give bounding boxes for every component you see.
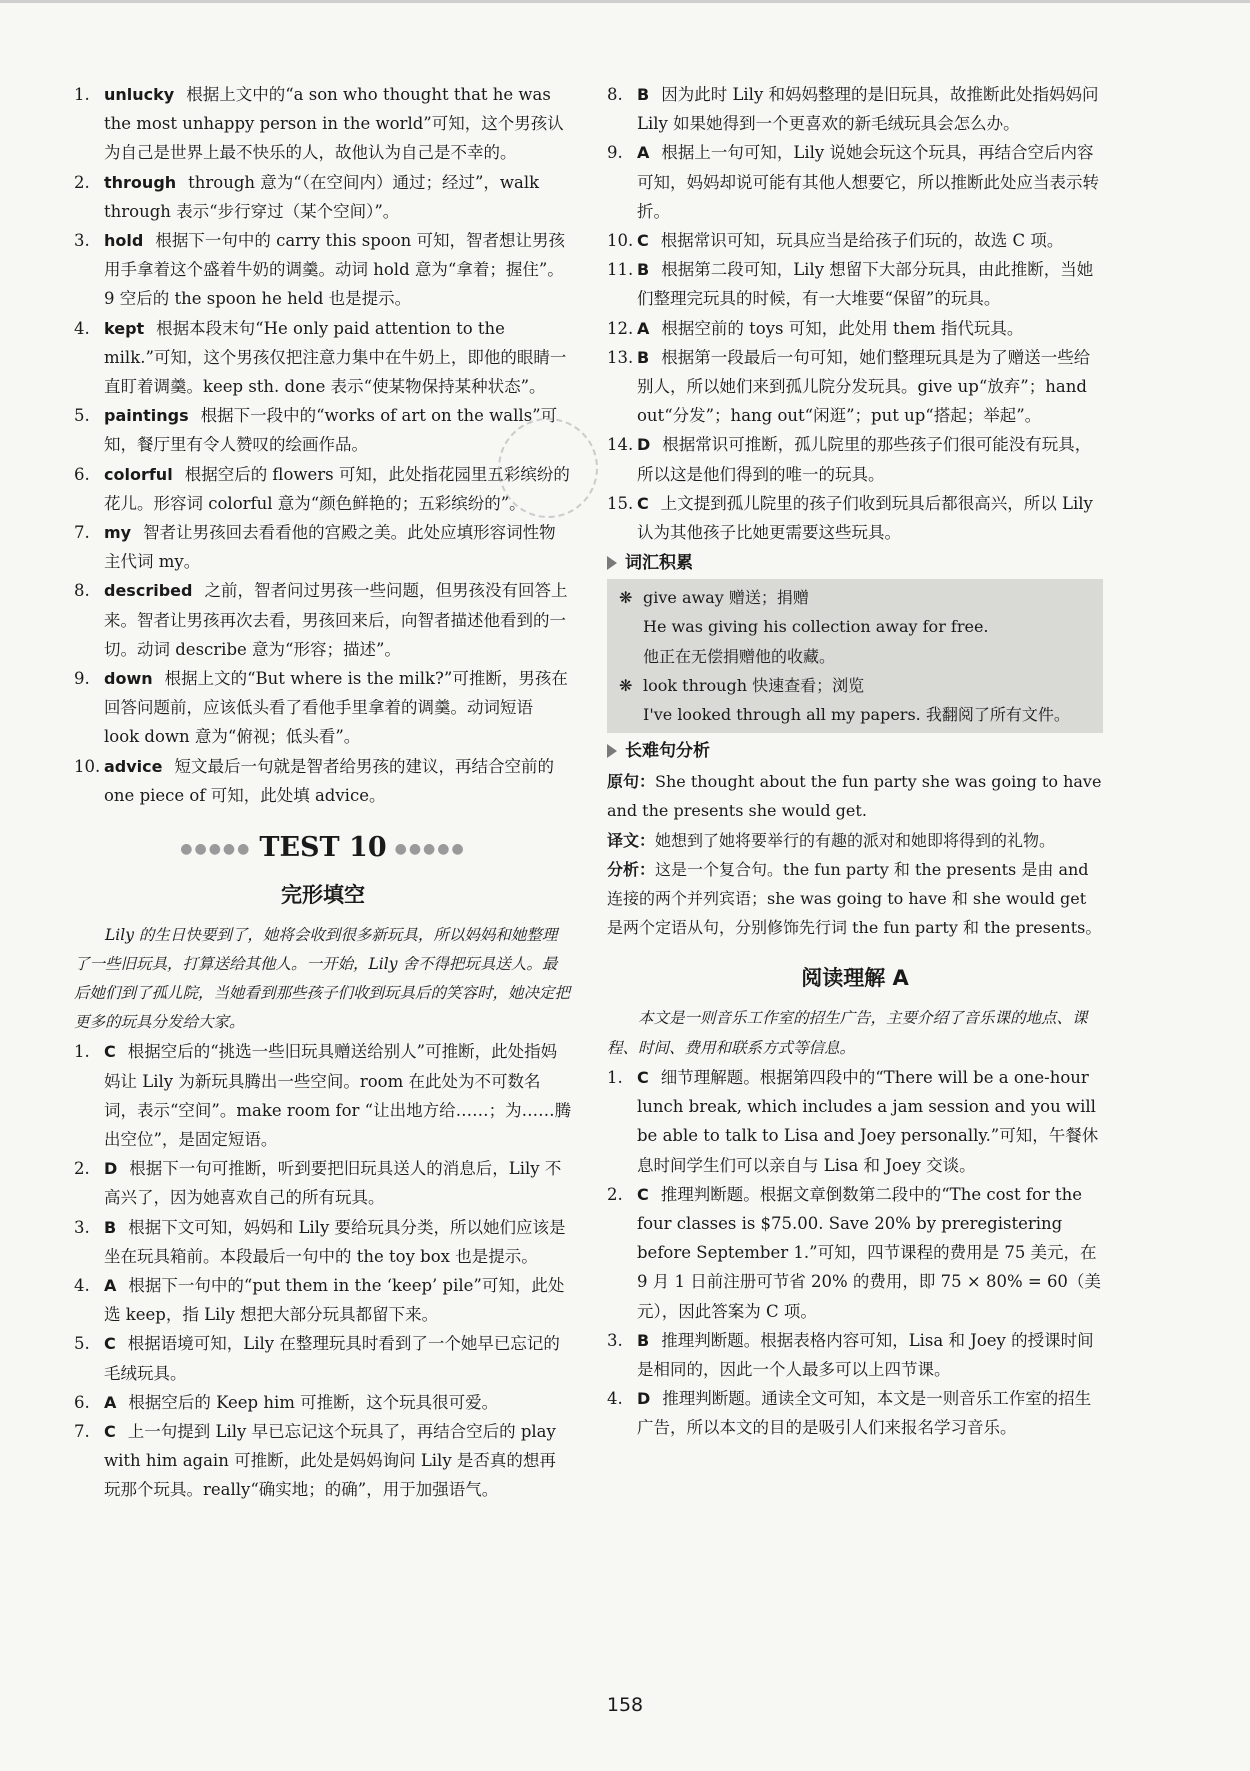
item-number: 2. — [74, 172, 90, 192]
vocab-line-text: I've looked through all my papers. 我翻阅了所有文件。 — [643, 705, 1070, 725]
item-number: 1. — [607, 1067, 623, 1087]
answer-item — [74, 576, 572, 664]
triangle-icon — [607, 744, 617, 758]
item-explanation: 根据下一句可推断，听到要把旧玩具送人的消息后，Lily 不高兴了，因为她喜欢自己的所有玩具。 — [104, 1159, 562, 1208]
item-explanation: 根据空后的 Keep him 可推断，这个玩具很可爱。 — [128, 1392, 499, 1412]
analysis-label: 译文： — [607, 830, 656, 850]
answer-list-continued — [607, 80, 1103, 547]
item-explanation: 上文提到孤儿院里的孩子们收到玩具后都很高兴，所以 Lily 认为其他孩子比她更需要这些玩具。 — [637, 493, 1093, 543]
item-number: 10. — [74, 756, 101, 776]
item-number: 8. — [607, 85, 623, 104]
item-explanation: 根据上文中的“a son who thought that he was the most unhappy person in the world”可知，这个男孩认为自己是世界上最不快乐的人，故他认为自己是不幸的。 — [104, 85, 564, 163]
answer-item — [74, 401, 572, 459]
item-explanation: 推理判断题。根据表格内容可知，Lisa 和 Joey 的授课时间是相同的，因此一个人最多可以上四节课。 — [637, 1330, 1094, 1379]
item-answer: B — [637, 1330, 650, 1350]
passage-summary: Lily 的生日快要到了，她将会收到很多新玩具，所以妈妈和她整理了一些旧玩具，打算送给其他人。一开始，Lily 舍不得把玩具送人。最后她们到了孤儿院，当她看到那些孩子们收到玩具后的笑容时，她决定把更多的玩具分发给大家。 — [74, 925, 571, 1032]
item-number: 7. — [74, 1422, 90, 1442]
answer-item — [74, 1154, 572, 1212]
answer-item — [74, 226, 572, 314]
analysis-text: She thought about the fun party she was going to have and the presents she would get. — [607, 772, 1102, 821]
vocab-example — [617, 642, 1091, 671]
item-number: 14. — [607, 435, 634, 455]
decorative-dots-left: ●●●●● — [180, 840, 252, 857]
answer-item — [607, 1180, 1103, 1326]
item-explanation: 因为此时 Lily 和妈妈整理的是旧玩具，故推断此处指妈妈问 Lily 如果她得到一个更喜欢的新毛绒玩具会怎么办。 — [637, 85, 1099, 134]
answer-item — [607, 1326, 1103, 1384]
item-explanation: 根据常识可推断，孤儿院里的那些孩子们很可能没有玩具，所以这是他们得到的唯一的玩具。 — [637, 435, 1092, 484]
item-explanation: 根据常识可知，玩具应当是给孩子们玩的，故选 C 项。 — [660, 231, 1064, 251]
item-answer: B — [104, 1217, 117, 1237]
answer-item — [74, 80, 572, 168]
item-number: 13. — [607, 347, 634, 367]
sentence-heading-text: 长难句分析 — [625, 741, 710, 762]
answer-item — [607, 1063, 1103, 1180]
answer-item — [607, 489, 1103, 547]
reading-answer-list — [607, 1063, 1103, 1443]
item-number: 12. — [607, 318, 634, 338]
item-explanation: 细节理解题。根据第四段中的“There will be a one-hour lunch break, which includes a jam session and you will be able to talk to Lisa and Joey personally.”可知，午餐休息时间学生们可以亲自与 Lisa 和 Joey 交谈。 — [637, 1067, 1099, 1175]
analysis-paragraph — [607, 767, 1103, 825]
answer-item — [74, 1417, 572, 1505]
item-number: 4. — [74, 1276, 90, 1296]
vocab-box — [607, 579, 1103, 733]
item-explanation: 推理判断题。通读全文可知，本文是一则音乐工作室的招生广告，所以本文的目的是吸引人们来报名学习音乐。 — [637, 1389, 1092, 1438]
answer-item — [74, 664, 572, 752]
item-answer: B — [637, 85, 650, 104]
answer-item — [74, 1329, 572, 1387]
vocab-entry — [617, 671, 1091, 700]
answer-item — [607, 1384, 1103, 1442]
item-explanation: 短文最后一句就是智者给男孩的建议，再结合空前的 one piece of 可知，此处填 advice。 — [104, 756, 554, 805]
analysis-paragraph — [607, 826, 1103, 855]
item-explanation: 根据空后的 flowers 可知，此处指花园里五彩缤纷的花儿。形容词 colorful 意为“颜色鲜艳的；五彩缤纷的”。 — [104, 464, 570, 513]
item-answer: C — [637, 1184, 649, 1204]
item-answer: A — [104, 1392, 117, 1412]
item-answer: D — [637, 435, 651, 455]
item-explanation: 根据空后的“挑选一些旧玩具赠送给别人”可推断，此处指妈妈让 Lily 为新玩具腾出一些空间。room 在此处为不可数名词，表示“空间”。make room for “让出地方给……；为……腾出空位”，是固定短语。 — [104, 1042, 572, 1149]
vocab-line-text: He was giving his collection away for free. — [643, 617, 989, 637]
item-explanation: 根据空前的 toys 可知，此处用 them 指代玩具。 — [661, 318, 1024, 338]
item-number: 11. — [607, 260, 634, 280]
answer-item — [74, 1037, 572, 1154]
item-explanation: 之前，智者问过男孩一些问题，但男孩没有回答上来。智者让男孩再次去看，男孩回来后，向智者描述他看到的一切。动词 describe 意为“形容；描述”。 — [104, 581, 568, 659]
vocab-line-text: look through 快速查看；浏览 — [643, 675, 865, 695]
item-answer: hold — [104, 231, 144, 251]
analysis-text: 她想到了她将要举行的有趣的派对和她即将得到的礼物。 — [655, 830, 1056, 850]
item-number: 15. — [607, 493, 634, 513]
item-answer: C — [104, 1334, 116, 1354]
item-number: 5. — [74, 406, 90, 426]
reading-title: 阅读理解 A — [801, 966, 909, 991]
item-answer: A — [637, 143, 650, 163]
vocab-line-text: 他正在无偿捐赠他的收藏。 — [643, 646, 836, 666]
item-explanation: 根据下一句中的“put them in the ‘keep’ pile”可知，此处选 keep，指 Lily 想把大部分玩具都留下来。 — [104, 1276, 565, 1325]
item-answer: through — [104, 172, 177, 192]
analysis-text: 这是一个复合句。the fun party 和 the presents 是由 and 连接的两个并列宾语；she was going to have 和 she would get 是两个定语从句，分别修饰先行词 the fun party 和 the presents。 — [607, 859, 1102, 938]
item-number: 2. — [607, 1184, 623, 1204]
item-answer: B — [637, 260, 650, 280]
item-number: 7. — [74, 523, 90, 543]
item-answer: C — [637, 231, 649, 251]
item-explanation: 根据语境可知，Lily 在整理玩具时看到了一个她早已忘记的毛绒玩具。 — [104, 1334, 560, 1383]
item-number: 3. — [607, 1330, 623, 1350]
item-answer: D — [637, 1389, 651, 1409]
item-answer: C — [637, 1067, 649, 1087]
item-explanation: 根据第一段最后一句可知，她们整理玩具是为了赠送一些给别人，所以她们来到孤儿院分发玩具。give up“放弃”；hand out“分发”；hang out“闲逛”；put up“搭起；举起”。 — [637, 347, 1091, 426]
triangle-icon — [607, 556, 617, 570]
analysis-paragraph — [607, 855, 1103, 943]
analysis-label: 分析： — [607, 859, 656, 879]
item-number: 3. — [74, 231, 90, 251]
answer-list-bottom — [74, 1037, 572, 1504]
page-number: 158 — [606, 1694, 644, 1716]
answer-item — [607, 80, 1103, 138]
vocab-example — [617, 612, 1091, 641]
item-answer: A — [104, 1276, 117, 1296]
item-answer: paintings — [104, 406, 189, 426]
decorative-dots-right: ●●●●● — [394, 840, 466, 857]
item-answer: D — [104, 1159, 118, 1179]
item-explanation: 根据下文可知，妈妈和 Lily 要给玩具分类，所以她们应该是坐在玩具箱前。本段最后一句中的 the toy box 也是提示。 — [104, 1217, 566, 1266]
answer-item — [74, 518, 572, 576]
item-answer: A — [637, 318, 650, 338]
answer-item — [607, 343, 1103, 431]
vocab-example — [617, 700, 1091, 729]
item-number: 9. — [74, 669, 90, 689]
item-answer: colorful — [104, 464, 173, 484]
vocab-heading-text: 词汇积累 — [625, 553, 693, 574]
item-answer: unlucky — [104, 85, 175, 104]
item-number: 6. — [74, 1392, 90, 1412]
answer-item — [607, 430, 1103, 488]
item-answer: C — [104, 1422, 116, 1442]
item-explanation: 根据第二段可知，Lily 想留下大部分玩具，由此推断，当她们整理完玩具的时候，有一大堆要“保留”的玩具。 — [637, 260, 1094, 309]
item-number: 8. — [74, 581, 90, 601]
asterisk-icon: ❋ — [619, 675, 633, 695]
item-number: 5. — [74, 1334, 90, 1354]
item-explanation: through 意为“（在空间内）通过；经过”，walk through 表示“步行穿过（某个空间）”。 — [104, 172, 540, 221]
item-explanation: 根据下一句中的 carry this spoon 可知，智者想让男孩用手拿着这个盛着牛奶的调羹。动词 hold 意为“拿着；握住”。9 空后的 the spoon he held 也是提示。 — [104, 231, 566, 309]
item-number: 4. — [607, 1389, 623, 1409]
vocab-entry — [617, 583, 1091, 612]
item-number: 4. — [74, 318, 90, 338]
answer-item — [74, 314, 572, 402]
section-title: 完形填空 — [281, 882, 365, 907]
item-explanation: 根据下一段中的“works of art on the walls”可知，餐厅里有令人赞叹的绘画作品。 — [104, 406, 558, 455]
test-title — [74, 830, 572, 867]
item-answer: advice — [104, 756, 163, 776]
item-number: 10. — [607, 231, 634, 251]
item-answer: C — [637, 493, 649, 513]
answer-item — [607, 138, 1103, 226]
answer-item — [607, 226, 1103, 255]
top-rule — [0, 0, 1250, 3]
answer-item — [74, 1213, 572, 1271]
asterisk-icon: ❋ — [619, 588, 633, 608]
item-number: 1. — [74, 1042, 90, 1062]
item-answer: my — [104, 523, 132, 543]
item-explanation: 根据本段末句“He only paid attention to the milk.”可知，这个男孩仅把注意力集中在牛奶上，即他的眼睛一直盯着调羹。keep sth. done 表示“使某物保持某种状态”。 — [104, 318, 567, 397]
left-column — [74, 80, 572, 1505]
sentence-analysis — [607, 767, 1103, 942]
answer-item — [607, 255, 1103, 313]
item-answer: down — [104, 669, 153, 689]
answer-item — [74, 168, 572, 226]
item-answer: kept — [104, 318, 145, 338]
vocab-heading — [607, 549, 1103, 577]
right-column — [607, 80, 1103, 1443]
sentence-heading — [607, 737, 1103, 765]
item-number: 9. — [607, 143, 623, 163]
item-number: 2. — [74, 1159, 90, 1179]
item-explanation: 推理判断题。根据文章倒数第二段中的“The cost for the four classes is $75.00. Save 20% by preregistering before September 1.”可知，四节课程的费用是 75 美元，在 9 月 1 日前注册可节省 20% 的费用，即 75 × 80% = 60（美元），因此答案为 C 项。 — [637, 1184, 1101, 1321]
item-explanation: 上一句提到 Lily 早已忘记这个玩具了，再结合空后的 play with him again 可推断，此处是妈妈询问 Lily 是否真的想再玩那个玩具。really“确实地；的确”，用于加强语气。 — [104, 1422, 556, 1500]
item-number: 1. — [74, 85, 90, 104]
item-answer: described — [104, 581, 193, 601]
item-explanation: 智者让男孩回去看看他的宫殿之美。此处应填形容词性物主代词 my。 — [104, 523, 556, 572]
item-explanation: 根据上文的“But where is the milk?”可推断，男孩在回答问题前，应该低头看了看他手里拿着的调羹。动词短语 look down 意为“俯视；低头看”。 — [104, 669, 568, 747]
test-title-text: TEST 10 — [259, 832, 387, 864]
analysis-label: 原句： — [607, 772, 656, 792]
answer-item — [74, 1388, 572, 1417]
item-answer: B — [637, 347, 650, 367]
answer-item — [74, 752, 572, 810]
vocab-line-text: give away 赠送；捐赠 — [643, 588, 809, 608]
reading-summary: 本文是一则音乐工作室的招生广告，主要介绍了音乐课的地点、课程、时间、费用和联系方式等信息。 — [607, 1009, 1088, 1057]
answer-item — [74, 1271, 572, 1329]
answer-item — [607, 314, 1103, 343]
item-number: 6. — [74, 464, 90, 484]
item-answer: C — [104, 1042, 116, 1062]
answer-list-top — [74, 80, 572, 810]
item-number: 3. — [74, 1217, 90, 1237]
item-explanation: 根据上一句可知，Lily 说她会玩这个玩具，再结合空后内容可知，妈妈却说可能有其他人想要它，所以推断此处应当表示转折。 — [637, 143, 1099, 221]
